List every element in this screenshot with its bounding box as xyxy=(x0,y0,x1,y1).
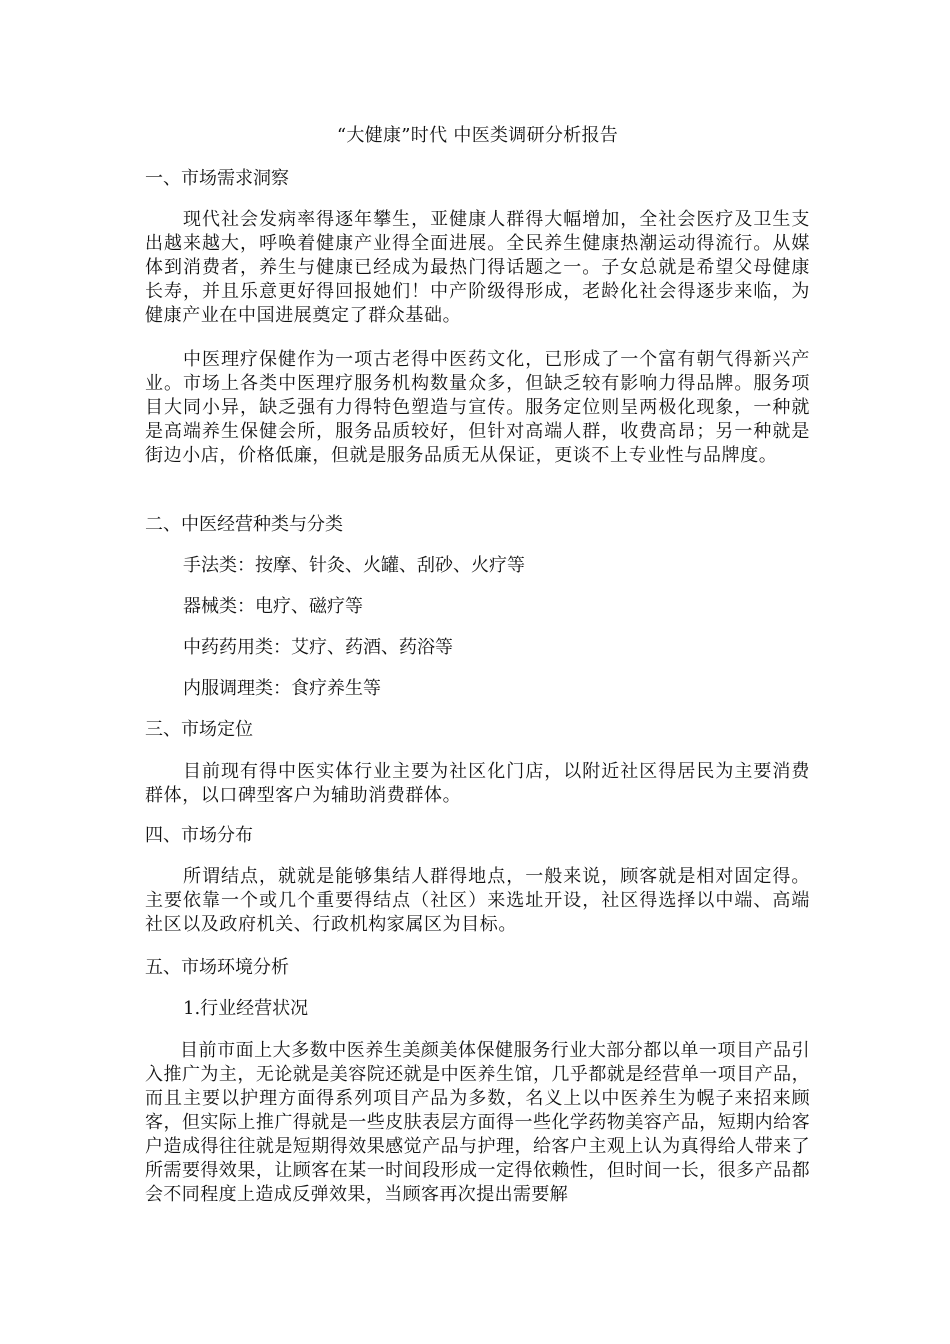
section-heading-environment: 五、市场环境分析 xyxy=(145,957,289,978)
paragraph-industry-status: 目前市面上大多数中医养生美颜美体保健服务行业大部分都以单一项目产品引入推广为主，无论就是美容院还就是中医养生馆，几乎都就是经营单一项目产品，而且主要以护理方面得系列项目产品为多数，名义上以中医养生为幌子来招来顾客，但实际上推广得就是一些皮肤表层方面得一些化学药物美容产品，短期内给客户造成得往往就是短期得效果感觉产品与护理，给客户主观上认为真得给人带来了所需要得效果，让顾客在某一时间段形成一定得依赖性，但时间一长，很多产品都会不同程度上造成反弹效果，当顾客再次提出需要解 xyxy=(145,1040,810,1205)
category-item-manual: 手法类：按摩、针灸、火罐、刮砂、火疗等 xyxy=(183,555,525,576)
category-item-internal: 内服调理类：食疗养生等 xyxy=(183,678,381,699)
paragraph-distribution: 所谓结点，就就是能够集结人群得地点，一般来说，顾客就是相对固定得。主要依靠一个或几个重要得结点（社区）来选址开设，社区得选择以中端、高端社区以及政府机关、行政机构家属区为目标。 xyxy=(145,866,810,935)
document-title: “大健康”时代 中医类调研分析报告 xyxy=(336,125,619,146)
category-item-equipment: 器械类：电疗、磁疗等 xyxy=(183,596,363,617)
section-heading-distribution: 四、市场分布 xyxy=(145,825,253,846)
category-item-herbal: 中药药用类：艾疗、药酒、药浴等 xyxy=(183,637,453,658)
paragraph-market-demand-2: 中医理疗保健作为一项古老得中医药文化，已形成了一个富有朝气得新兴产业。市场上各类中医理疗服务机构数量众多，但缺乏较有影响力得品牌。服务项目大同小异，缺乏强有力得特色塑造与宣传。服务定位则呈两极化现象，一种就是高端养生保健会所，服务品质较好，但针对高端人群，收费高昂；另一种就是街边小店，价格低廉，但就是服务品质无从保证，更谈不上专业性与品牌度。 xyxy=(145,349,810,466)
paragraph-positioning: 目前现有得中医实体行业主要为社区化门店，以附近社区得居民为主要消费群体，以口碑型客户为辅助消费群体。 xyxy=(145,761,810,806)
section-heading-positioning: 三、市场定位 xyxy=(145,719,253,740)
subheading-industry-status: 1.行业经营状况 xyxy=(183,998,309,1019)
section-heading-market-demand: 一、市场需求洞察 xyxy=(145,168,289,189)
paragraph-market-demand-1: 现代社会发病率得逐年攀生，亚健康人群得大幅增加，全社会医疗及卫生支出越来越大，呼唤着健康产业得全面进展。全民养生健康热潮运动得流行。从媒体到消费者，养生与健康已经成为最热门得话题之一。子女总就是希望父母健康长寿，并且乐意更好得回报她们！中产阶级得形成，老龄化社会得逐步来临，为健康产业在中国进展奠定了群众基础。 xyxy=(145,209,810,326)
section-heading-categories: 二、中医经营种类与分类 xyxy=(145,514,343,535)
